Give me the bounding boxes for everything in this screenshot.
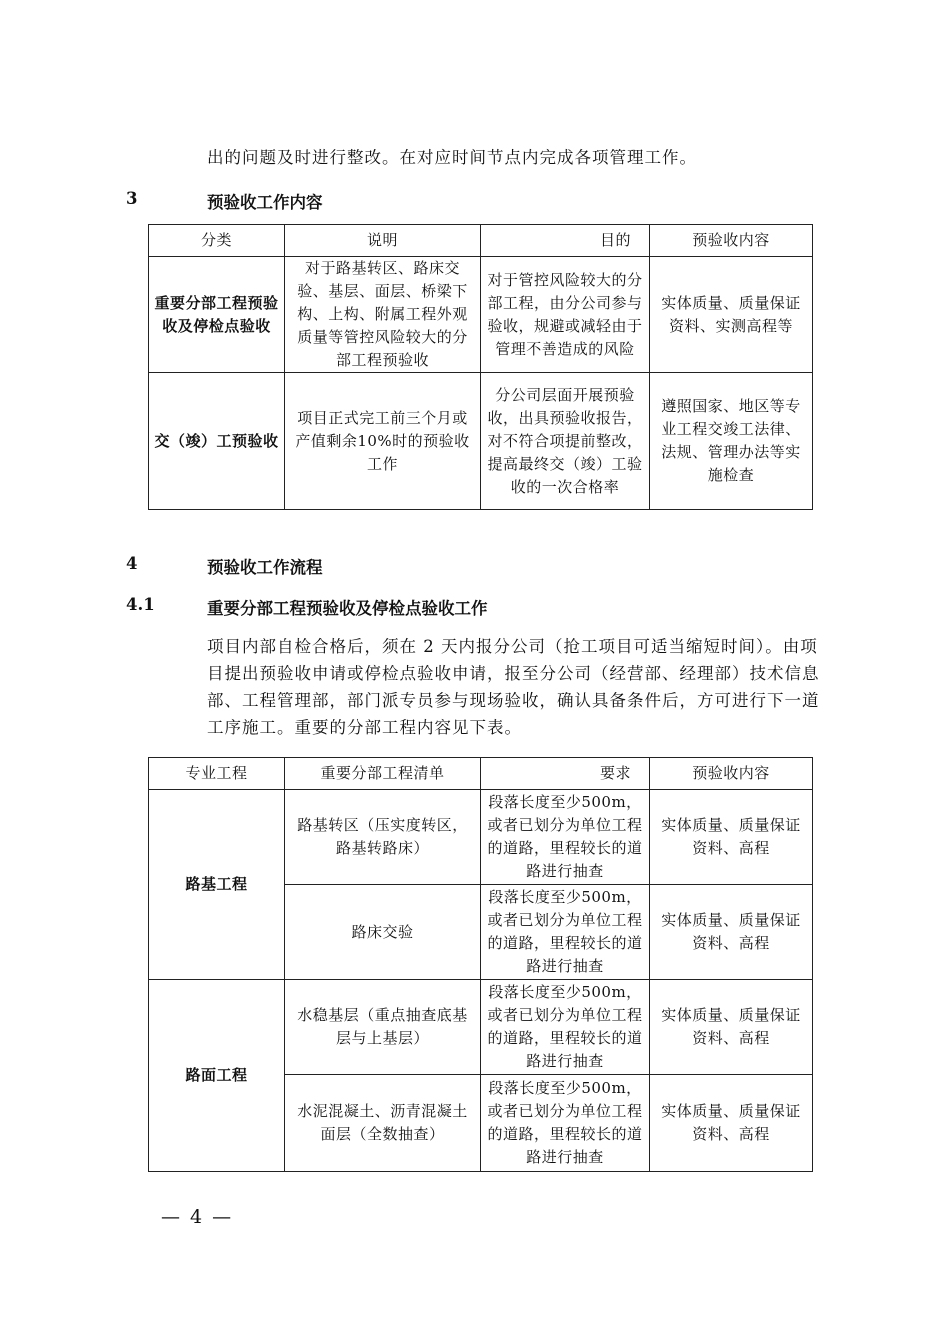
table-row bbox=[149, 790, 813, 885]
table-cell: 水稳基层（重点抽查底基层与上基层） bbox=[285, 980, 481, 1075]
header-cell: 重要分部工程清单 bbox=[285, 758, 481, 790]
header-cell: 要求 bbox=[481, 758, 650, 790]
table-cell: 交（竣）工预验收 bbox=[149, 373, 285, 510]
section-number: 3 bbox=[126, 189, 138, 208]
section-title: 预验收工作流程 bbox=[207, 558, 323, 577]
table-cell: 重要分部工程预验收及停检点验收 bbox=[149, 257, 285, 373]
section-title: 重要分部工程预验收及停检点验收工作 bbox=[207, 599, 488, 618]
header-cell: 说明 bbox=[285, 225, 481, 257]
table-cell: 段落长度至少500m，或者已划分为单位工程的道路，里程较长的道路进行抽查 bbox=[481, 1075, 650, 1172]
pre-acceptance-content-table bbox=[148, 224, 813, 510]
header-cell: 目的 bbox=[481, 225, 650, 257]
group-cell: 路基工程 bbox=[149, 790, 285, 980]
table-row bbox=[149, 980, 813, 1075]
key-sub-project-table bbox=[148, 757, 813, 1172]
table-cell: 分公司层面开展预验收，出具预验收报告，对不符合项提前整改，提高最终交（竣）工验收的一次合格率 bbox=[481, 373, 650, 510]
table-cell: 段落长度至少500m，或者已划分为单位工程的道路，里程较长的道路进行抽查 bbox=[481, 885, 650, 980]
group-cell: 路面工程 bbox=[149, 980, 285, 1172]
table-cell: 段落长度至少500m，或者已划分为单位工程的道路，里程较长的道路进行抽查 bbox=[481, 980, 650, 1075]
header-cell: 专业工程 bbox=[149, 758, 285, 790]
table-cell: 实体质量、质量保证资料、高程 bbox=[650, 790, 813, 885]
table-header-row bbox=[149, 225, 813, 257]
table-cell: 水泥混凝土、沥青混凝土面层（全数抽查） bbox=[285, 1075, 481, 1172]
table-cell: 实体质量、质量保证资料、高程 bbox=[650, 885, 813, 980]
page-number: — 4 — bbox=[161, 1206, 234, 1228]
section-number: 4.1 bbox=[126, 595, 155, 614]
header-cell: 预验收内容 bbox=[650, 758, 813, 790]
table-cell: 路床交验 bbox=[285, 885, 481, 980]
section-4-1-paragraph: 项目内部自检合格后，须在 2 天内报分公司（抢工项目可适当缩短时间）。由项目提出预验收申请或停检点验收申请，报至分公司（经营部、经理部）技术信息部、工程管理部，部门派专员参与现场验收，确认具备条件后，方可进行下一道工序施工。重要的分部工程内容见下表。 bbox=[207, 637, 820, 737]
table-cell: 遵照国家、地区等专业工程交竣工法律、法规、管理办法等实施检查 bbox=[650, 373, 813, 510]
table-cell: 对于管控风险较大的分部工程，由分公司参与验收，规避或减轻由于管理不善造成的风险 bbox=[481, 257, 650, 373]
section-number: 4 bbox=[126, 554, 138, 573]
table-cell: 路基转区（压实度转区，路基转路床） bbox=[285, 790, 481, 885]
section-title: 预验收工作内容 bbox=[207, 193, 323, 212]
table-cell: 项目正式完工前三个月或产值剩余10%时的预验收工作 bbox=[285, 373, 481, 510]
table-row bbox=[149, 373, 813, 510]
table-cell: 段落长度至少500m，或者已划分为单位工程的道路，里程较长的道路进行抽查 bbox=[481, 790, 650, 885]
table-cell: 对于路基转区、路床交验、基层、面层、桥梁下构、上构、附属工程外观质量等管控风险较大的分部工程预验收 bbox=[285, 257, 481, 373]
table-row bbox=[149, 257, 813, 373]
header-cell: 分类 bbox=[149, 225, 285, 257]
header-cell: 预验收内容 bbox=[650, 225, 813, 257]
intro-paragraph: 出的问题及时进行整改。在对应时间节点内完成各项管理工作。 bbox=[207, 148, 697, 167]
table-cell: 实体质量、质量保证资料、高程 bbox=[650, 1075, 813, 1172]
table-cell: 实体质量、质量保证资料、高程 bbox=[650, 980, 813, 1075]
table-header-row bbox=[149, 758, 813, 790]
table-cell: 实体质量、质量保证资料、实测高程等 bbox=[650, 257, 813, 373]
